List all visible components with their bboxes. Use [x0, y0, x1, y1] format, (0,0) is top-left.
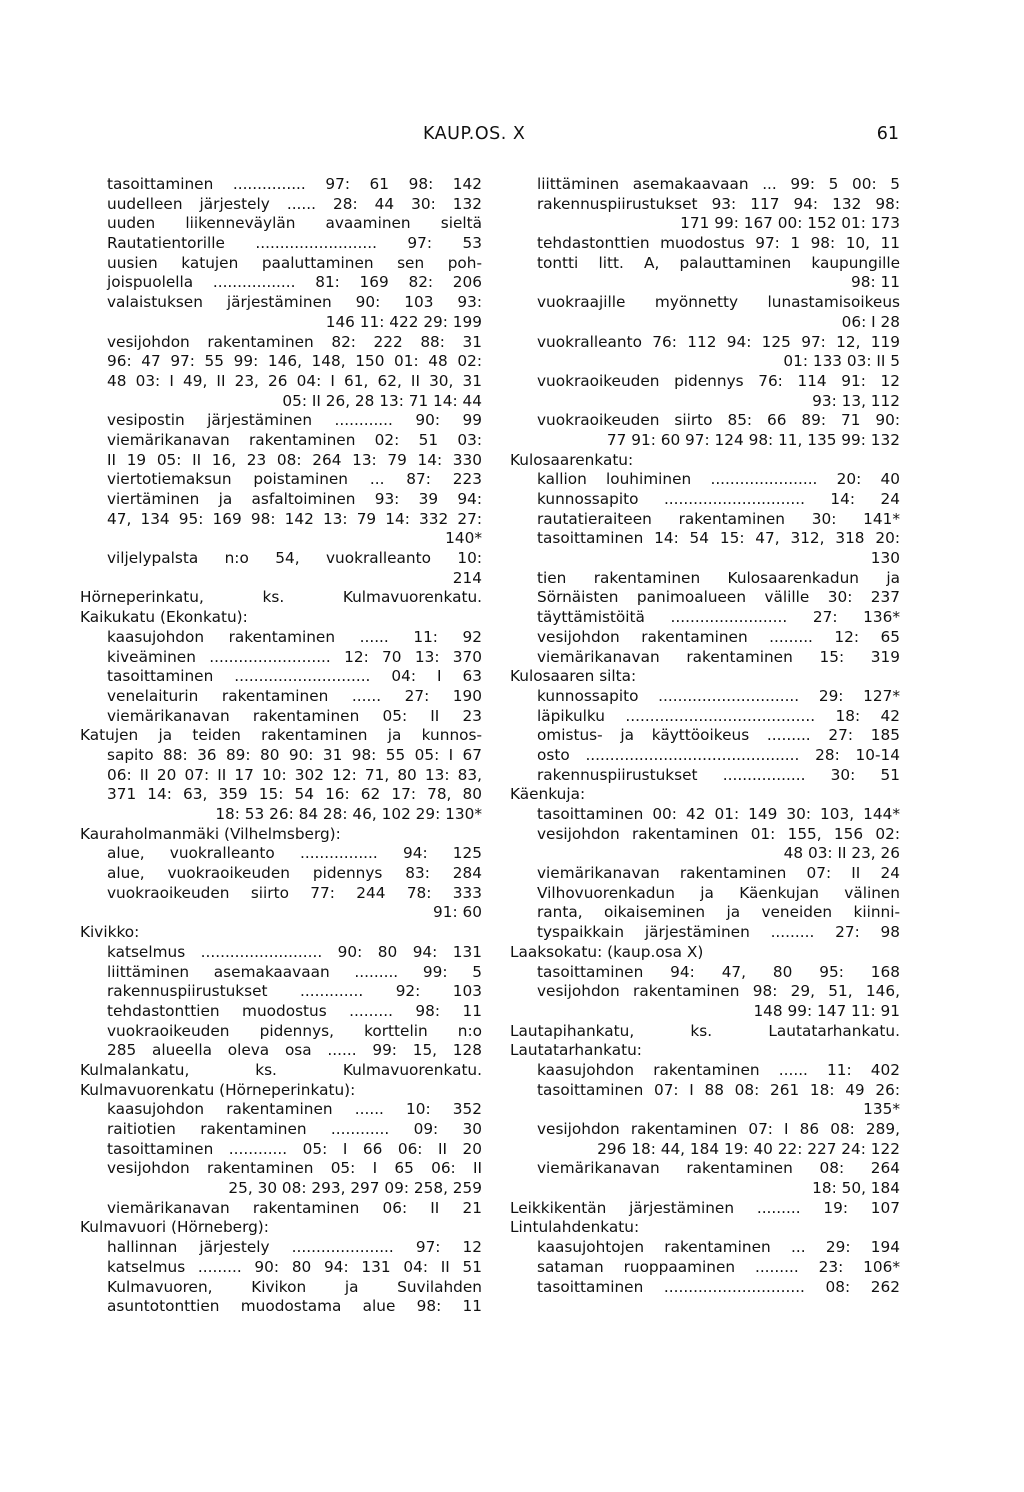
index-line: vesijohdon rakentaminen 01: 155, 156 02:	[537, 824, 900, 843]
index-line: 140*	[445, 529, 482, 548]
index-line: tehdastonttien muodostus ......... 98: 11	[107, 1001, 482, 1020]
index-line: Hörneperinkatu, ks. Kulmavuorenkatu.	[80, 588, 482, 607]
index-line: tasoittaminen 00: 42 01: 149 30: 103, 144*	[537, 805, 900, 823]
index-line: liittäminen asemakaavaan ......... 99: 5	[107, 962, 482, 981]
index-line: Kulmalankatu, ks. Kulmavuorenkatu.	[80, 1060, 482, 1079]
index-column-right	[510, 175, 900, 1297]
index-line: venelaiturin rakentaminen ...... 27: 190	[107, 686, 482, 705]
index-line: viemärikanavan rakentaminen 08: 264	[537, 1159, 900, 1178]
index-line: liittäminen asemakaavaan ... 99: 5 00: 5	[537, 175, 900, 193]
index-line: II 19 05: II 16, 23 08: 264 13: 79 14: 330	[107, 450, 482, 469]
index-line: vesijohdon rakentaminen 82: 222 88: 31	[107, 332, 482, 351]
index-line: valaistuksen järjestäminen 90: 103 93:	[107, 293, 482, 312]
index-line: Katujen ja teiden rakentaminen ja kunnos-	[80, 726, 482, 745]
index-line: 05: II 26, 28 13: 71 14: 44	[282, 391, 482, 410]
index-line: Lautapihankatu, ks. Lautatarhankatu.	[510, 1021, 900, 1040]
index-line: Leikkikentän järjestäminen ......... 19: 107	[510, 1198, 900, 1217]
index-line: Vilhovuorenkadun ja Käenkujan välinen	[537, 883, 900, 902]
index-line: uuden liikenneväylän avaaminen sieltä	[107, 214, 482, 233]
index-line: vuokraoikeuden pidennys 76: 114 91: 12	[537, 371, 900, 390]
index-line: 01: 133 03: II 5	[783, 352, 900, 371]
index-line: Kauraholmanmäki (Vilhelmsberg):	[80, 824, 341, 843]
index-line: tasoittaminen ............................ 04: I 63	[107, 667, 482, 686]
index-line: katselmus ......................... 90: 80 94: 131	[107, 942, 482, 961]
index-line: 285 alueella oleva osa ...... 99: 15, 128	[107, 1041, 482, 1060]
running-head: KAUP.OS. X	[423, 124, 526, 144]
index-line: Kulmavuorenkatu (Hörneperinkatu):	[80, 1080, 356, 1099]
index-line: uudelleen järjestely ...... 28: 44 30: 132	[107, 194, 482, 213]
index-line: tasoittaminen 14: 54 15: 47, 312, 318 20:	[537, 529, 900, 548]
index-line: läpikulku ....................................... 18: 42	[537, 706, 900, 725]
index-line: omistus- ja käyttöoikeus ......... 27: 185	[537, 726, 900, 745]
index-line: kunnossapito ............................. 14: 24	[537, 490, 900, 508]
page-header	[0, 124, 1024, 148]
index-line: kaasujohdon rakentaminen ...... 10: 352	[107, 1100, 482, 1119]
index-line: Lintulahdenkatu:	[510, 1218, 640, 1237]
index-line: tyspaikkain järjestäminen ......... 27: 98	[537, 923, 900, 942]
index-line: vesijohdon rakentaminen 07: I 86 08: 289,	[537, 1120, 900, 1138]
index-line: Sörnäisten panimoalueen välille 30: 237	[537, 588, 900, 607]
index-line: katselmus ......... 90: 80 94: 131 04: II 51	[107, 1257, 482, 1276]
index-line: 47, 134 95: 169 98: 142 13: 79 14: 332 27:	[107, 509, 482, 528]
index-line: 98: 11	[851, 273, 900, 292]
index-line: rakennuspiirustukset 93: 117 94: 132 98:	[537, 194, 900, 213]
index-line: Kulmavuoren, Kivikon ja Suvilahden	[107, 1277, 482, 1296]
index-line: 91: 60	[433, 903, 482, 922]
index-line: 48 03: II 23, 26	[783, 844, 900, 863]
index-line: alue, vuokralleanto ................ 94: 125	[107, 844, 482, 863]
index-line: vesipostin järjestäminen ............ 90: 99	[107, 411, 482, 430]
page-number: 61	[876, 124, 899, 144]
index-line: 371 14: 63, 359 15: 54 16: 62 17: 78, 80	[107, 785, 482, 804]
index-line: Kivikko:	[80, 923, 140, 942]
index-line: rakennuspiirustukset ............. 92: 103	[107, 982, 482, 1001]
index-line: 25, 30 08: 293, 297 09: 258, 259	[228, 1179, 482, 1198]
index-line: 77 91: 60 97: 124 98: 11, 135 99: 132	[606, 430, 900, 449]
index-line: vesijohdon rakentaminen 98: 29, 51, 146,	[537, 982, 900, 1001]
index-line: Lautatarhankatu:	[510, 1041, 642, 1060]
index-line: alue, vuokraoikeuden pidennys 83: 284	[107, 864, 482, 883]
index-line: kiveäminen ......................... 12: 70 13: 370	[107, 647, 482, 666]
index-line: 148 99: 147 11: 91	[753, 1001, 900, 1020]
index-line: Käenkuja:	[510, 785, 586, 804]
index-line: asuntotonttien muodostama alue 98: 11	[107, 1297, 482, 1316]
index-line: uusien katujen paaluttaminen sen poh-	[107, 253, 482, 272]
index-line: kallion louhiminen ...................... 20: 40	[537, 470, 900, 489]
index-line: vuokraajille myönnetty lunastamisoikeus	[537, 293, 900, 312]
index-line: 135*	[863, 1100, 900, 1119]
index-line: hallinnan järjestely ..................... 97: 12	[107, 1238, 482, 1257]
index-line: 146 11: 422 29: 199	[325, 312, 482, 331]
index-line: rautatieraiteen rakentaminen 30: 141*	[537, 509, 900, 528]
index-line: tasoittaminen ............ 05: I 66 06: II 20	[107, 1139, 482, 1158]
index-line: vuokraoikeuden siirto 85: 66 89: 71 90:	[537, 411, 900, 430]
index-line: 18: 50, 184	[812, 1179, 900, 1198]
index-line: viemärikanavan rakentaminen 15: 319	[537, 647, 900, 666]
index-line: vuokraoikeuden pidennys, korttelin n:o	[107, 1021, 482, 1040]
index-line: kunnossapito ............................. 29: 127*	[537, 686, 900, 705]
index-line: viemärikanavan rakentaminen 07: II 24	[537, 864, 900, 883]
index-line: tasoittaminen ............... 97: 61 98: 142	[107, 175, 482, 193]
index-line: sataman ruoppaaminen ......... 23: 106*	[537, 1257, 900, 1276]
index-line: Kulmavuori (Hörneberg):	[80, 1218, 269, 1237]
index-line: viljelypalsta n:o 54, vuokralleanto 10:	[107, 549, 482, 568]
index-line: vuokralleanto 76: 112 94: 125 97: 12, 119	[537, 332, 900, 351]
index-line: vesijohdon rakentaminen ......... 12: 65	[537, 627, 900, 646]
index-line: 214	[452, 568, 482, 587]
index-line: kaasujohdon rakentaminen ...... 11: 402	[537, 1060, 900, 1079]
index-line: rakennuspiirustukset ................. 30: 51	[537, 765, 900, 784]
index-line: tehdastonttien muodostus 97: 1 98: 10, 11	[537, 234, 900, 253]
index-line: viemärikanavan rakentaminen 06: II 21	[107, 1198, 482, 1217]
index-line: Laaksokatu: (kaup.osa X)	[510, 942, 704, 961]
index-line: täyttämistöitä ........................ 27: 136*	[537, 608, 900, 627]
index-line: vuokraoikeuden siirto 77: 244 78: 333	[107, 883, 482, 902]
index-line: Kulosaarenkatu:	[510, 450, 634, 469]
index-line: viemärikanavan rakentaminen 05: II 23	[107, 706, 482, 725]
index-line: 06: I 28	[841, 312, 900, 331]
index-line: 93: 13, 112	[812, 391, 900, 410]
index-line: Kaikukatu (Ekonkatu):	[80, 608, 248, 627]
index-line: ranta, oikaiseminen ja veneiden kiinni-	[537, 903, 900, 922]
index-line: tasoittaminen ............................. 08: 262	[537, 1277, 900, 1296]
index-line: Kulosaaren silta:	[510, 667, 637, 686]
index-line: 296 18: 44, 184 19: 40 22: 227 24: 122	[597, 1139, 900, 1158]
index-line: joispuolella ................. 81: 169 82: 206	[107, 273, 482, 292]
index-line: tasoittaminen 94: 47, 80 95: 168	[537, 962, 900, 981]
index-line: vesijohdon rakentaminen 05: I 65 06: II	[107, 1159, 482, 1178]
index-line: tasoittaminen 07: I 88 08: 261 18: 49 26:	[537, 1080, 900, 1099]
index-line: viertäminen ja asfaltoiminen 93: 39 94:	[107, 490, 482, 508]
index-line: 96: 47 97: 55 99: 146, 148, 150 01: 48 02:	[107, 352, 482, 371]
index-line: tien rakentaminen Kulosaarenkadun ja	[537, 568, 900, 587]
index-line: viemärikanavan rakentaminen 02: 51 03:	[107, 430, 482, 449]
index-line: 171 99: 167 00: 152 01: 173	[680, 214, 900, 233]
index-line: viertotiemaksun poistaminen ... 87: 223	[107, 470, 482, 489]
index-line: 130	[870, 549, 900, 568]
index-line: 18: 53 26: 84 28: 46, 102 29: 130*	[215, 805, 482, 823]
index-line: 48 03: I 49, II 23, 26 04: I 61, 62, II 30, 31	[107, 371, 482, 390]
index-line: 06: II 20 07: II 17 10: 302 12: 71, 80 13: 83,	[107, 765, 482, 784]
index-line: kaasujohtojen rakentaminen ... 29: 194	[537, 1238, 900, 1257]
index-line: osto ............................................ 28: 10-14	[537, 745, 900, 764]
index-line: Rautatientorille ......................... 97: 53	[107, 234, 482, 253]
index-line: sapito 88: 36 89: 80 90: 31 98: 55 05: I 67	[107, 745, 482, 764]
index-line: raitiotien rakentaminen ............ 09: 30	[107, 1120, 482, 1138]
index-column-left	[80, 175, 482, 1317]
index-line: tontti litt. A, palauttaminen kaupungille	[537, 253, 900, 272]
index-line: kaasujohdon rakentaminen ...... 11: 92	[107, 627, 482, 646]
